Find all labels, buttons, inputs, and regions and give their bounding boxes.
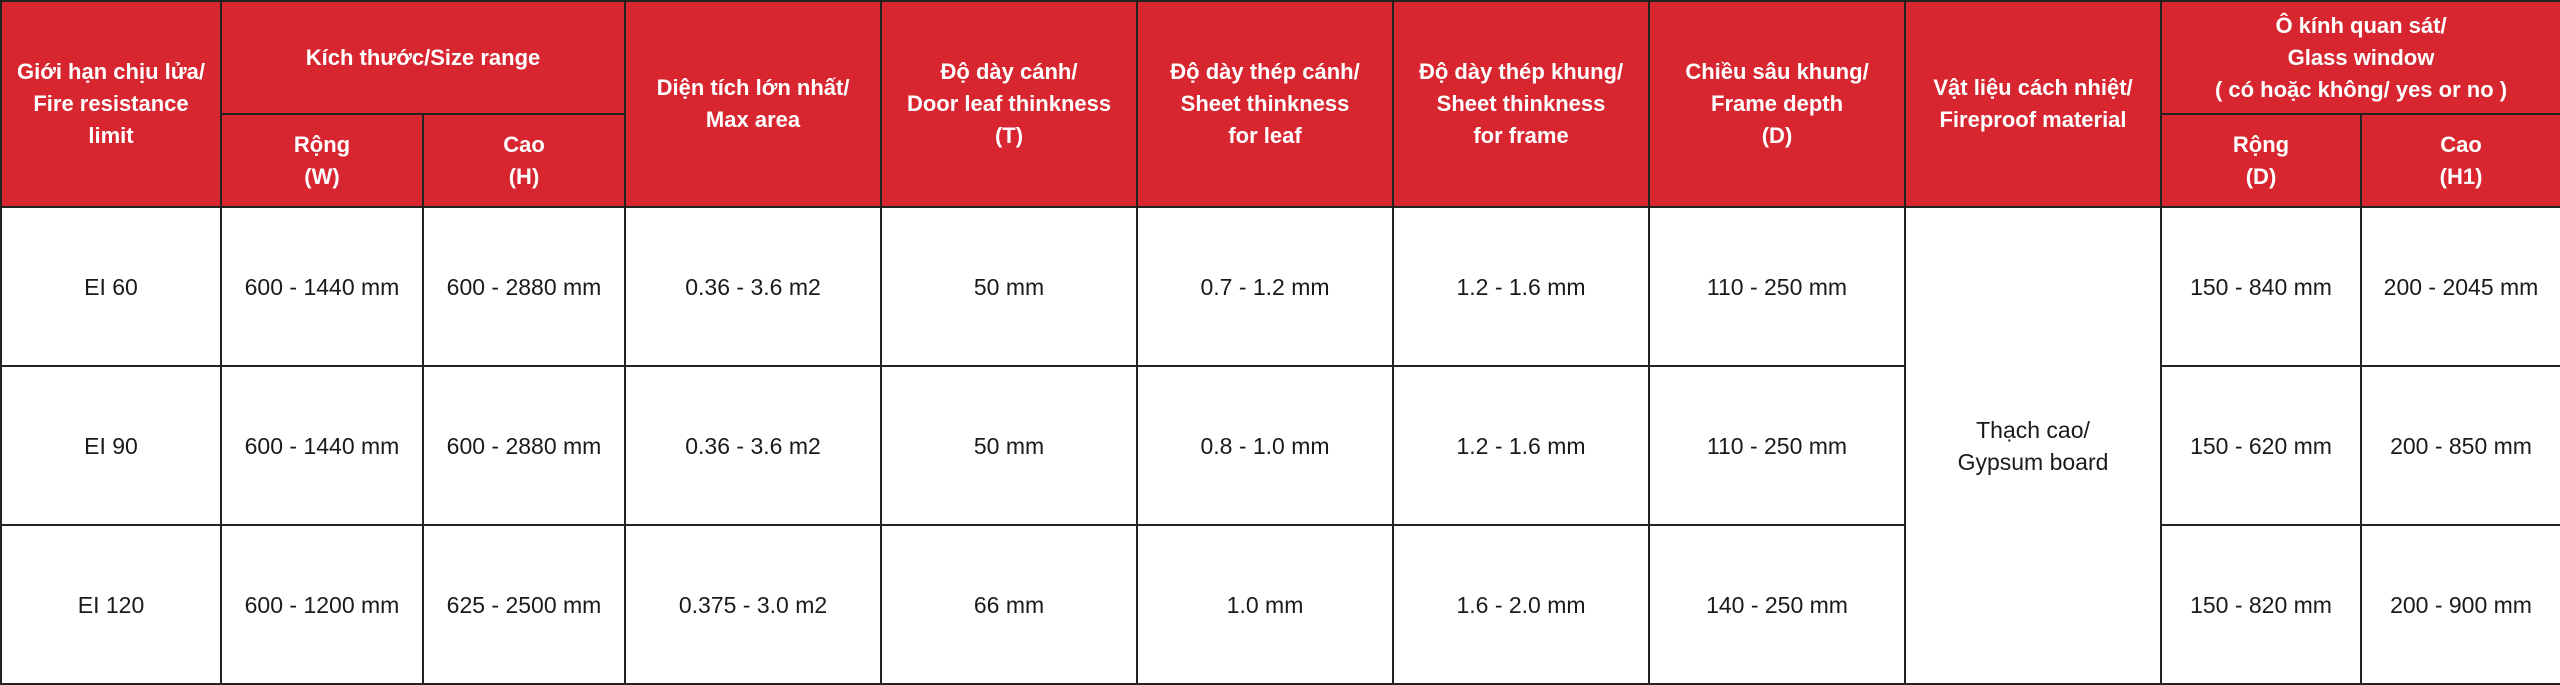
header-frame-depth-line: (D)	[1761, 123, 1793, 148]
header-frame-steel-line: Độ dày thép khung/	[1418, 59, 1624, 84]
cell-fire-limit: EI 60	[1, 207, 221, 366]
header-leaf-steel-line: Độ dày thép cánh/	[1170, 59, 1360, 84]
table-row	[1, 525, 2560, 684]
header-insulation-line: Vật liệu cách nhiệt/	[1933, 75, 2133, 100]
cell-frame-depth: 140 - 250 mm	[1649, 525, 1905, 684]
header-height	[423, 114, 625, 207]
cell-frame-depth: 110 - 250 mm	[1649, 207, 1905, 366]
header-leaf-steel	[1137, 1, 1393, 207]
insulation-material-line: Gypsum board	[1957, 448, 2109, 475]
header-height-line: (H)	[508, 163, 540, 189]
header-glass-window-line: Ô kính quan sát/	[2275, 12, 2447, 38]
table-row	[1, 207, 2560, 366]
header-leaf-steel-line: Sheet thinkness	[1180, 91, 1350, 116]
cell-glass-height: 200 - 900 mm	[2361, 525, 2560, 684]
cell-fire-limit: EI 90	[1, 366, 221, 525]
cell-height: 600 - 2880 mm	[423, 366, 625, 525]
cell-leaf-thickness: 50 mm	[881, 207, 1137, 366]
cell-leaf-steel: 1.0 mm	[1137, 525, 1393, 684]
cell-glass-width: 150 - 840 mm	[2161, 207, 2361, 366]
cell-glass-width: 150 - 620 mm	[2161, 366, 2361, 525]
cell-frame-steel: 1.2 - 1.6 mm	[1393, 366, 1649, 525]
header-leaf-thickness	[881, 1, 1137, 207]
table-row	[1, 366, 2560, 525]
header-leaf-thickness-line: Độ dày cánh/	[940, 59, 1078, 84]
cell-frame-steel: 1.6 - 2.0 mm	[1393, 525, 1649, 684]
cell-leaf-steel: 0.7 - 1.2 mm	[1137, 207, 1393, 366]
header-size-range-label: Kích thước/Size range	[305, 44, 541, 70]
header-fire-limit-line: Fire resistance	[33, 91, 189, 116]
cell-glass-height: 200 - 2045 mm	[2361, 207, 2560, 366]
header-frame-depth-line: Frame depth	[1711, 91, 1844, 116]
cell-max-area: 0.375 - 3.0 m2	[625, 525, 881, 684]
cell-leaf-thickness: 50 mm	[881, 366, 1137, 525]
cell-leaf-steel: 0.8 - 1.0 mm	[1137, 366, 1393, 525]
header-insulation	[1905, 1, 2161, 207]
cell-width: 600 - 1440 mm	[221, 366, 423, 525]
cell-insulation-material	[1905, 207, 2161, 684]
header-frame-steel-line: Sheet thinkness	[1436, 91, 1606, 116]
cell-width: 600 - 1200 mm	[221, 525, 423, 684]
header-glass-height-line: (H1)	[2439, 163, 2483, 189]
header-glass-width	[2161, 114, 2361, 207]
header-fire-limit	[1, 1, 221, 207]
header-width-line: (W)	[304, 163, 340, 189]
header-glass-height	[2361, 114, 2560, 207]
cell-frame-steel: 1.2 - 1.6 mm	[1393, 207, 1649, 366]
header-frame-depth	[1649, 1, 1905, 207]
header-glass-width-line: (D)	[2245, 163, 2277, 189]
cell-height: 625 - 2500 mm	[423, 525, 625, 684]
header-frame-depth-line: Chiều sâu khung/	[1685, 59, 1869, 84]
header-glass-height-line: Cao	[2440, 131, 2482, 157]
cell-max-area: 0.36 - 3.6 m2	[625, 366, 881, 525]
cell-leaf-thickness: 66 mm	[881, 525, 1137, 684]
header-insulation-line: Fireproof material	[1939, 107, 2127, 132]
header-leaf-thickness-line: Door leaf thinkness	[906, 91, 1112, 116]
header-glass-width-line: Rộng	[2232, 131, 2290, 157]
header-size-range	[221, 1, 625, 114]
cell-frame-depth: 110 - 250 mm	[1649, 366, 1905, 525]
header-height-line: Cao	[503, 131, 545, 157]
header-max-area	[625, 1, 881, 207]
header-leaf-thickness-line: (T)	[994, 123, 1024, 148]
header-frame-steel	[1393, 1, 1649, 207]
header-width-line: Rộng	[293, 131, 351, 157]
header-fire-limit-line: limit	[88, 123, 134, 148]
header-frame-steel-line: for frame	[1473, 123, 1569, 148]
header-max-area-line: Max area	[705, 107, 801, 132]
header-glass-window	[2161, 1, 2560, 114]
cell-glass-height: 200 - 850 mm	[2361, 366, 2560, 525]
header-glass-window-line: Glass window	[2287, 44, 2435, 70]
insulation-material-line: Thạch cao/	[1976, 416, 2090, 443]
cell-fire-limit: EI 120	[1, 525, 221, 684]
header-width	[221, 114, 423, 207]
cell-glass-width: 150 - 820 mm	[2161, 525, 2361, 684]
cell-width: 600 - 1440 mm	[221, 207, 423, 366]
header-leaf-steel-line: for leaf	[1228, 123, 1302, 148]
cell-height: 600 - 2880 mm	[423, 207, 625, 366]
header-fire-limit-line: Giới hạn chịu lửa/	[16, 59, 206, 84]
cell-max-area: 0.36 - 3.6 m2	[625, 207, 881, 366]
header-max-area-line: Diện tích lớn nhất/	[656, 75, 850, 100]
header-glass-window-line: ( có hoặc không/ yes or no )	[2214, 76, 2508, 102]
